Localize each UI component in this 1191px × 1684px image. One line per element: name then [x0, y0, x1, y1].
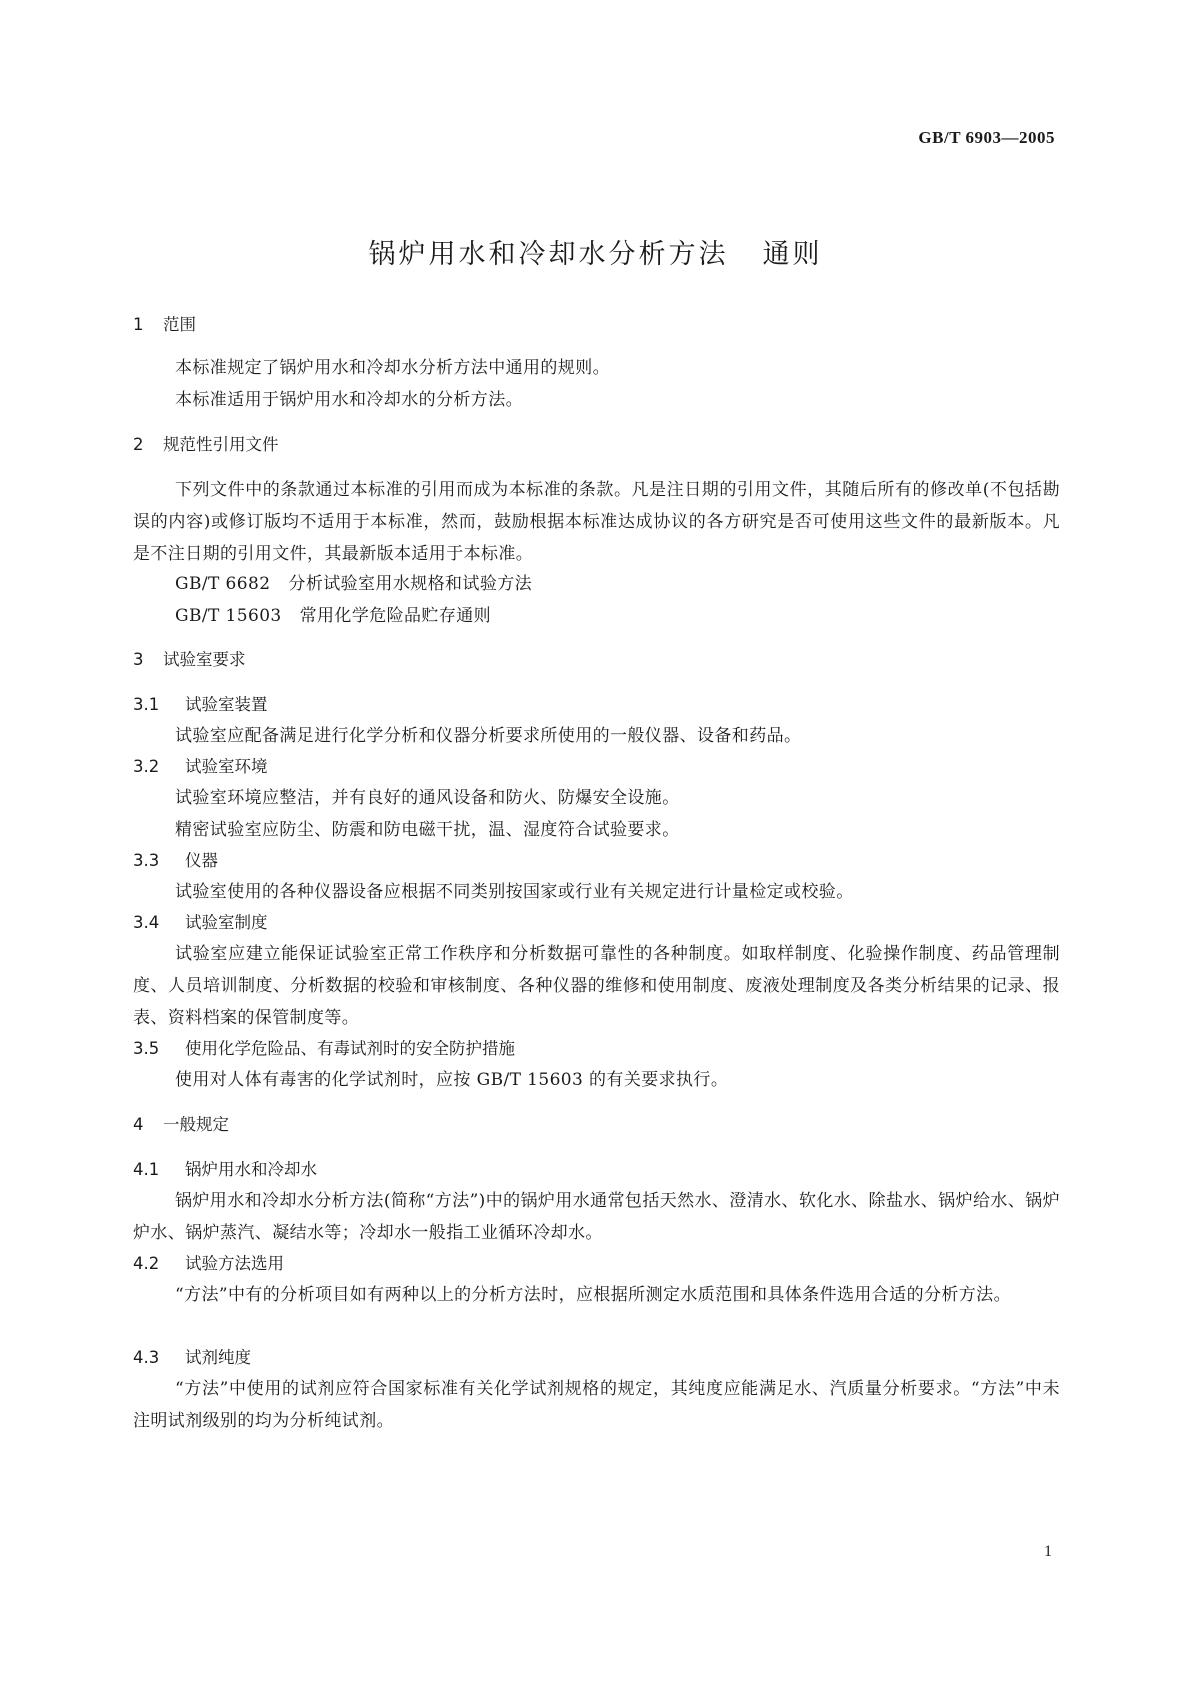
section-title: 范围 — [163, 315, 196, 334]
subsection-number: 3.2 — [133, 757, 160, 776]
subsection-number: 3.5 — [133, 1039, 160, 1058]
reference-name: 常用化学危险品贮存通则 — [299, 606, 492, 626]
document-title-sub: 通则 — [762, 239, 823, 270]
subsection-number: 4.3 — [133, 1348, 160, 1367]
subsection-3-3-heading — [133, 849, 218, 873]
section-number: 4 — [133, 1115, 144, 1134]
subsection-3-5-heading — [133, 1037, 515, 1061]
subsection-title: 锅炉用水和冷却水 — [185, 1160, 317, 1179]
subsection-number: 4.1 — [133, 1160, 160, 1179]
reference-code: GB/T 15603 — [175, 606, 282, 626]
subsection-3-1-paragraph: 试验室应配备满足进行化学分析和仪器分析要求所使用的一般仪器、设备和药品。 — [175, 726, 802, 746]
subsection-4-3-heading — [133, 1346, 251, 1370]
subsection-number: 3.3 — [133, 851, 160, 870]
subsection-title: 仪器 — [185, 851, 218, 870]
section-1-paragraph-2: 本标准适用于锅炉用水和冷却水的分析方法。 — [175, 390, 523, 410]
subsection-number: 3.4 — [133, 913, 160, 932]
subsection-4-2-heading — [133, 1252, 284, 1276]
page-number: 1 — [1044, 1543, 1052, 1560]
subsection-number: 3.1 — [133, 695, 160, 714]
section-1-heading — [133, 313, 196, 337]
subsection-3-2-paragraph-1: 试验室环境应整洁，并有良好的通风设备和防火、防爆安全设施。 — [175, 788, 680, 808]
subsection-title: 试验室环境 — [185, 757, 268, 776]
subsection-number: 4.2 — [133, 1254, 160, 1273]
subsection-4-1-paragraph: 锅炉用水和冷却水分析方法(简称“方法”)中的锅炉用水通常包括天然水、澄清水、软化水、除盐水、锅炉给水、锅炉炉水、锅炉蒸汽、凝结水等；冷却水一般指工业循环冷却水。 — [133, 1191, 1060, 1243]
subsection-title: 试验室制度 — [185, 913, 268, 932]
standard-number: GB/T 6903—2005 — [918, 128, 1055, 147]
reference-item — [175, 600, 491, 632]
section-3-heading — [133, 648, 246, 672]
subsection-4-3-paragraph: “方法”中使用的试剂应符合国家标准有关化学试剂规格的规定，其纯度应能满足水、汽质量分析要求。“方法”中未注明试剂级别的均为分析纯试剂。 — [133, 1379, 1060, 1431]
reference-name: 分析试验室用水规格和试验方法 — [288, 574, 533, 594]
section-2-heading — [133, 433, 279, 457]
reference-code: GB/T 6682 — [175, 574, 271, 594]
subsection-4-2-paragraph: “方法”中有的分析项目如有两种以上的分析方法时，应根据所测定水质范围和具体条件选用合适的分析方法。 — [175, 1285, 1011, 1305]
document-title-main: 锅炉用水和冷却水分析方法 — [368, 239, 729, 270]
section-number: 3 — [133, 650, 144, 669]
section-title: 一般规定 — [163, 1115, 229, 1134]
section-number: 1 — [133, 315, 144, 334]
subsection-3-1-heading — [133, 693, 268, 717]
subsection-3-2-paragraph-2: 精密试验室应防尘、防震和防电磁干扰，温、湿度符合试验要求。 — [175, 820, 680, 840]
subsection-title: 试剂纯度 — [185, 1348, 251, 1367]
document-title — [0, 232, 1191, 271]
subsection-3-4-paragraph: 试验室应建立能保证试验室正常工作秩序和分析数据可靠性的各种制度。如取样制度、化验操作制度、药品管理制度、人员培训制度、分析数据的校验和审核制度、各种仪器的维修和使用制度、废液处理制度及各类分析结果的记录、报表、资料档案的保管制度等。 — [133, 944, 1060, 1028]
section-4-heading — [133, 1113, 229, 1137]
reference-item — [175, 568, 532, 600]
subsection-3-3-paragraph: 试验室使用的各种仪器设备应根据不同类别按国家或行业有关规定进行计量检定或校验。 — [175, 882, 854, 902]
section-number: 2 — [133, 435, 144, 454]
subsection-title: 使用化学危险品、有毒试剂时的安全防护措施 — [185, 1039, 515, 1058]
section-1-paragraph-1: 本标准规定了锅炉用水和冷却水分析方法中通用的规则。 — [175, 358, 610, 378]
subsection-3-4-heading — [133, 911, 268, 935]
section-title: 规范性引用文件 — [163, 435, 279, 454]
subsection-3-2-heading — [133, 755, 268, 779]
section-2-paragraph-1: 下列文件中的条款通过本标准的引用而成为本标准的条款。凡是注日期的引用文件，其随后所有的修改单(不包括勘误的内容)或修订版均不适用于本标准，然而，鼓励根据本标准达成协议的各方研究是否可使用这些文件的最新版本。凡是不注日期的引用文件，其最新版本适用于本标准。 — [133, 480, 1060, 564]
subsection-3-5-paragraph: 使用对人体有毒害的化学试剂时，应按 GB/T 15603 的有关要求执行。 — [175, 1070, 729, 1090]
subsection-title: 试验方法选用 — [185, 1254, 284, 1273]
section-title: 试验室要求 — [163, 650, 246, 669]
subsection-title: 试验室装置 — [185, 695, 268, 714]
subsection-4-1-heading — [133, 1158, 317, 1182]
